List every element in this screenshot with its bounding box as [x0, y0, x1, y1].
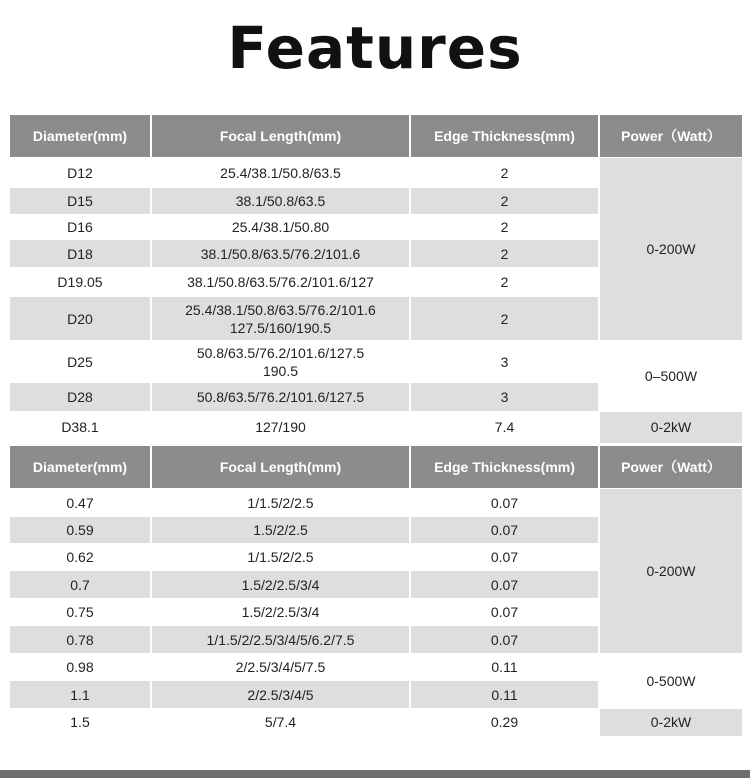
focal-length-cell: 38.1/50.8/63.5/76.2/101.6/127: [151, 268, 410, 297]
power-cell: 0-200W: [599, 158, 742, 341]
table-row: [10, 709, 742, 736]
bottom-divider: [0, 770, 750, 778]
diameter-cell: 1.1: [10, 681, 151, 709]
focal-length-cell: 25.4/38.1/50.8/63.5: [151, 158, 410, 188]
diameter-cell: D20: [10, 297, 151, 341]
focal-length-cell: [151, 297, 410, 341]
edge-thickness-cell: 3: [410, 341, 599, 383]
diameter-cell: D16: [10, 215, 151, 240]
features-table-1: [10, 115, 742, 443]
edge-thickness-cell: 2: [410, 297, 599, 341]
header-diameter: Diameter(mm): [10, 446, 151, 489]
table-row: [10, 158, 742, 188]
diameter-cell: D38.1: [10, 412, 151, 443]
edge-thickness-cell: 0.07: [410, 599, 599, 626]
edge-thickness-cell: 0.11: [410, 654, 599, 681]
header-focal-length: Focal Length(mm): [151, 446, 410, 489]
focal-length-cell: 127/190: [151, 412, 410, 443]
edge-thickness-cell: 2: [410, 158, 599, 188]
diameter-cell: 0.59: [10, 517, 151, 544]
diameter-cell: D19.05: [10, 268, 151, 297]
diameter-cell: D15: [10, 188, 151, 215]
focal-length-cell: 1/1.5/2/2.5: [151, 544, 410, 571]
focal-length-line: 50.8/63.5/76.2/101.6/127.5: [196, 344, 365, 361]
diameter-cell: D28: [10, 383, 151, 412]
page-title: Features: [227, 14, 523, 82]
header-focal-length: Focal Length(mm): [151, 115, 410, 158]
focal-length-cell: 50.8/63.5/76.2/101.6/127.5: [151, 383, 410, 412]
power-cell: 0–500W: [599, 341, 742, 412]
edge-thickness-cell: 0.11: [410, 681, 599, 709]
edge-thickness-cell: 2: [410, 268, 599, 297]
focal-length-line: 127.5/160/190.5: [229, 319, 332, 336]
edge-thickness-cell: 0.07: [410, 489, 599, 517]
diameter-cell: D18: [10, 240, 151, 268]
edge-thickness-cell: 0.07: [410, 544, 599, 571]
header-row: [10, 446, 742, 489]
table-row: [10, 654, 742, 681]
header-row: [10, 115, 742, 158]
power-cell: 0-200W: [599, 489, 742, 654]
power-cell: 0-500W: [599, 654, 742, 709]
focal-length-cell: 25.4/38.1/50.80: [151, 215, 410, 240]
diameter-cell: 1.5: [10, 709, 151, 736]
focal-length-cell: 1/1.5/2/2.5/3/4/5/6.2/7.5: [151, 626, 410, 654]
header-power: Power（Watt）: [599, 446, 742, 489]
diameter-cell: 0.62: [10, 544, 151, 571]
diameter-cell: 0.7: [10, 571, 151, 599]
edge-thickness-cell: 7.4: [410, 412, 599, 443]
edge-thickness-cell: 0.29: [410, 709, 599, 736]
focal-length-cell: 1.5/2/2.5/3/4: [151, 571, 410, 599]
edge-thickness-cell: 0.07: [410, 517, 599, 544]
edge-thickness-cell: 2: [410, 215, 599, 240]
diameter-cell: 0.98: [10, 654, 151, 681]
focal-length-cell: 2/2.5/3/4/5: [151, 681, 410, 709]
focal-length-line: 190.5: [262, 362, 299, 379]
table-row: [10, 341, 742, 383]
header-edge-thickness: Edge Thickness(mm): [410, 446, 599, 489]
focal-length-cell: 38.1/50.8/63.5: [151, 188, 410, 215]
power-cell: 0-2kW: [599, 412, 742, 443]
diameter-cell: 0.47: [10, 489, 151, 517]
edge-thickness-cell: 2: [410, 188, 599, 215]
diameter-cell: D25: [10, 341, 151, 383]
edge-thickness-cell: 0.07: [410, 571, 599, 599]
power-cell: 0-2kW: [599, 709, 742, 736]
edge-thickness-cell: 0.07: [410, 626, 599, 654]
header-diameter: Diameter(mm): [10, 115, 151, 158]
focal-length-cell: 5/7.4: [151, 709, 410, 736]
focal-length-cell: [151, 341, 410, 383]
focal-length-cell: 38.1/50.8/63.5/76.2/101.6: [151, 240, 410, 268]
diameter-cell: 0.75: [10, 599, 151, 626]
header-power: Power（Watt）: [599, 115, 742, 158]
edge-thickness-cell: 2: [410, 240, 599, 268]
diameter-cell: 0.78: [10, 626, 151, 654]
focal-length-cell: 1.5/2/2.5: [151, 517, 410, 544]
header-edge-thickness: Edge Thickness(mm): [410, 115, 599, 158]
focal-length-cell: 2/2.5/3/4/5/7.5: [151, 654, 410, 681]
focal-length-line: 25.4/38.1/50.8/63.5/76.2/101.6: [185, 301, 376, 318]
diameter-cell: D12: [10, 158, 151, 188]
edge-thickness-cell: 3: [410, 383, 599, 412]
table-row: [10, 412, 742, 443]
focal-length-cell: 1/1.5/2/2.5: [151, 489, 410, 517]
focal-length-cell: 1.5/2/2.5/3/4: [151, 599, 410, 626]
features-table-2: [10, 446, 742, 736]
table-row: [10, 489, 742, 517]
